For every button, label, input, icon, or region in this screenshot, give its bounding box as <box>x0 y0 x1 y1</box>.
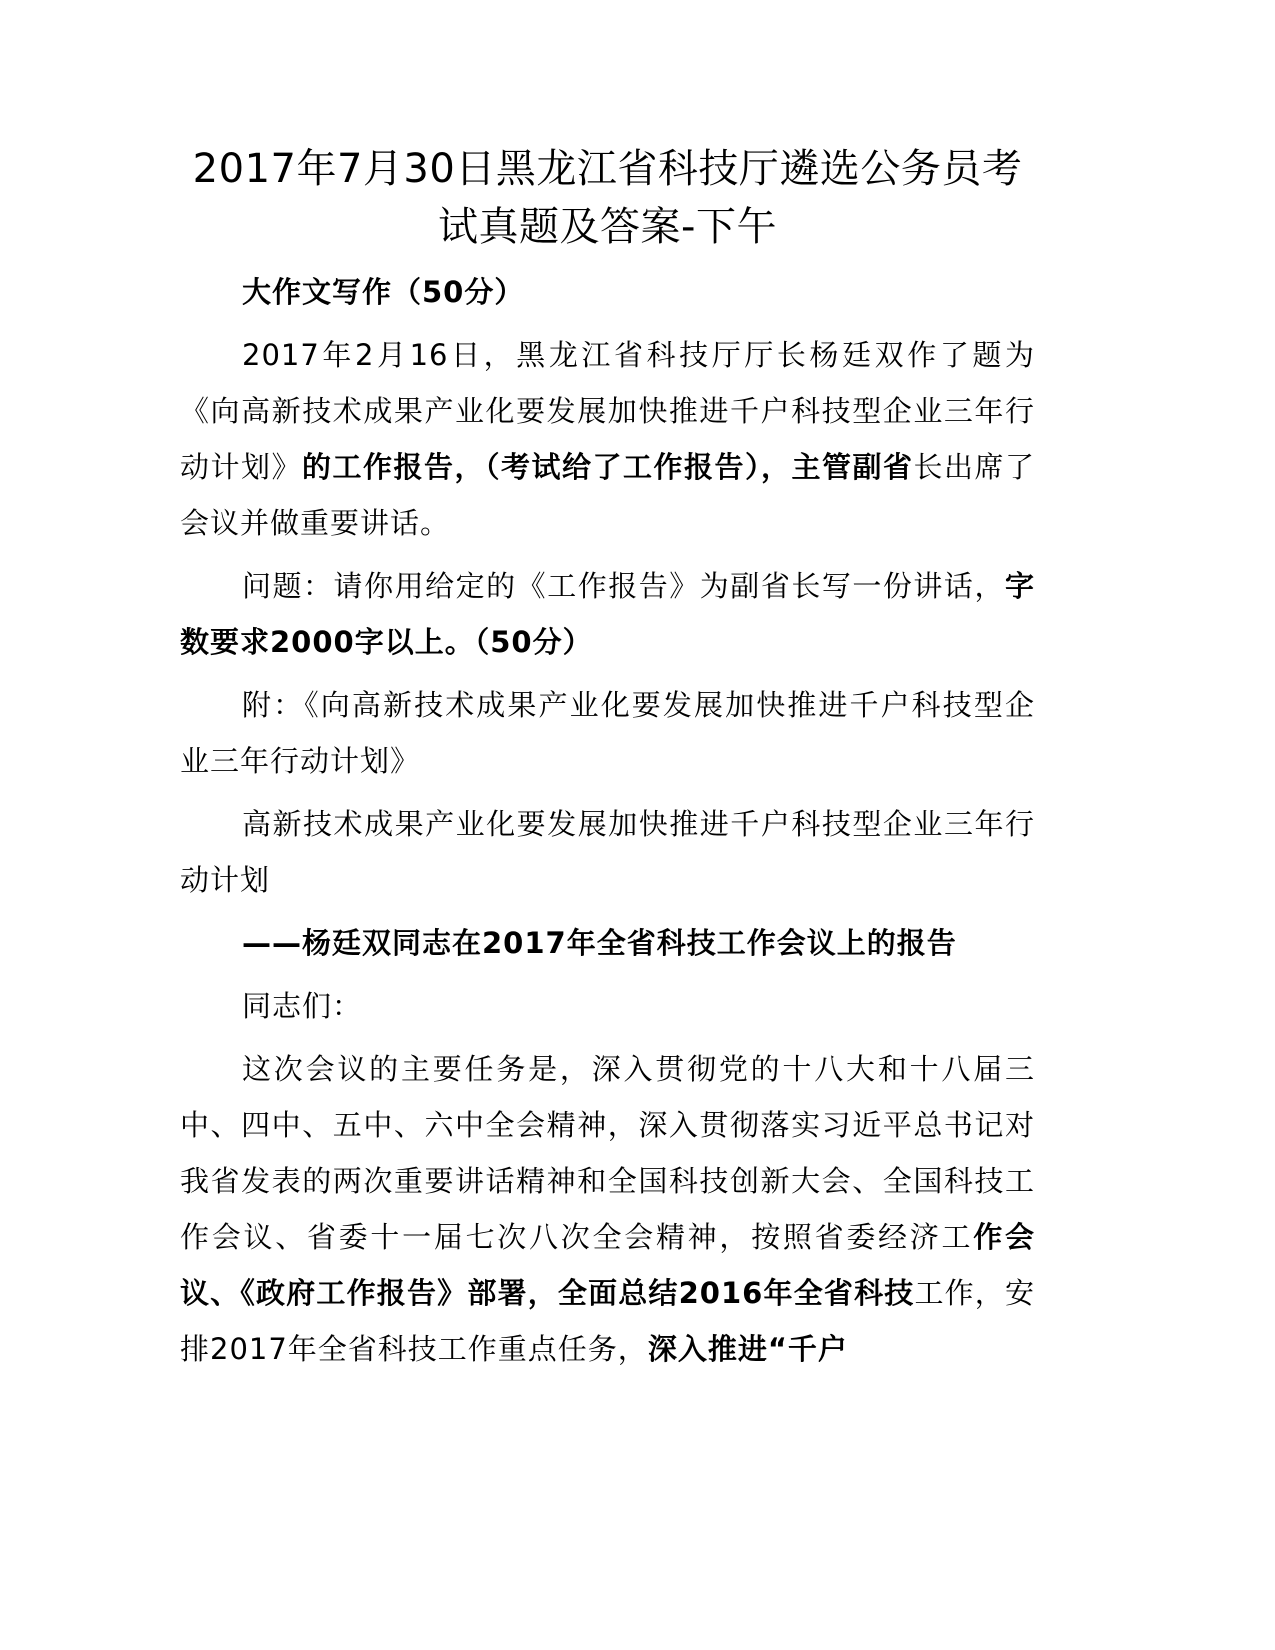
report-byline: ——杨廷双同志在2017年全省科技工作会议上的报告 <box>242 926 957 960</box>
title-line-2: 试真题及答案-下午 <box>438 204 777 250</box>
salutation: 同志们： <box>242 989 363 1023</box>
document-page <box>180 140 1035 1377</box>
document-title <box>180 140 1035 256</box>
paragraph-7 <box>180 1041 1035 1377</box>
paragraph-2-bold-text: 字数要求2000字以上。（50分） <box>180 569 1035 659</box>
paragraph-7-text-2: 工作，安排2017年全省科技工作重点任务， <box>180 1276 1035 1366</box>
paragraph-2 <box>180 558 1035 670</box>
paragraph-1 <box>180 327 1035 551</box>
paragraph-7-bold-text-2: 深入推进“千户 <box>647 1332 848 1366</box>
paragraph-1-bold-text: 的工作报告，（考试给了工作报告），主管副省 <box>302 450 914 484</box>
paragraph-1-tail: 长出席了会议并做重要讲话。 <box>180 450 1035 540</box>
paragraph-7-text: 这次会议的主要任务是，深入贯彻党的十八大和十八届三中、四中、五中、六中全会精神，深入贯彻落实习近平总书记对我省发表的两次重要讲话精神和全国科技创新大会、全国科技工作会议、省委十一届七次八次全会精神，按照省委经济工 <box>180 1052 1035 1254</box>
paragraph-1-text: 2017年2月16日，黑龙江省科技厅厅长杨廷双作了题为《向高新技术成果产业化要发展加快推进千户科技型企业三年行动计划》 <box>180 338 1035 484</box>
section-heading: 大作文写作（50分） <box>242 275 525 309</box>
paragraph-4: 高新技术成果产业化要发展加快推进千户科技型企业三年行动计划 <box>180 807 1035 897</box>
title-line-1: 2017年7月30日黑龙江省科技厅遴选公务员考 <box>192 146 1023 192</box>
paragraph-3: 附：《向高新技术成果产业化要发展加快推进千户科技型企业三年行动计划》 <box>180 688 1035 778</box>
paragraph-7-bold-text: 作会议、《政府工作报告》部署，全面总结2016年全省科技 <box>180 1220 1035 1310</box>
paragraph-2-text: 问题：请你用给定的《工作报告》为副省长写一份讲话， <box>242 569 1005 603</box>
